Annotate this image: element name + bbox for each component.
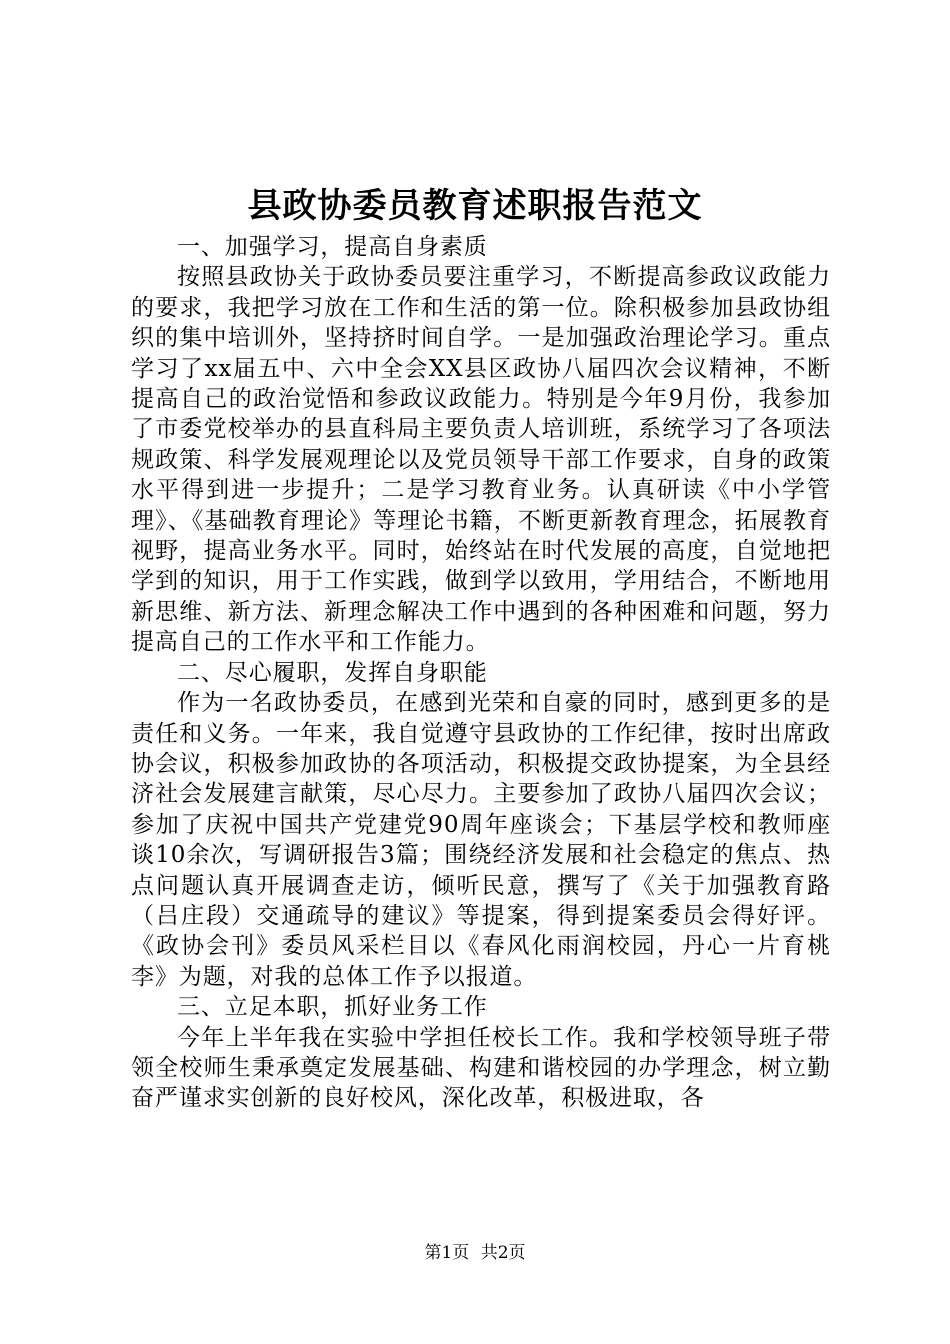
paragraph-2: 作为一名政协委员，在感到光荣和自豪的同时，感到更多的是责任和义务。一年来，我自觉遵守县政协的工作纪律，按时出席政协会议，积极参加政协的各项活动，积极提交政协提案，为全县经济社会发展建言献策，尽心尽力。主要参加了政协八届四次会议；参加了庆祝中国共产党建党90周年座谈会；下基层学校和教师座谈10余次，写调研报告3篇；围绕经济发展和社会稳定的焦点、热点问题认真开展调查走访，倾听民意，撰写了《关于加强教育路（吕庄段）交通疏导的建议》等提案，得到提案委员会得好评。《政协会刊》委员风采栏目以《春风化雨润校园，丹心一片育桃李》为题，对我的总体工作予以报道。	[131, 690, 831, 990]
document-body	[131, 232, 831, 1114]
document-title: 县政协委员教育述职报告范文	[247, 186, 703, 226]
page-footer	[0, 1242, 950, 1264]
paragraph-3: 今年上半年我在实验中学担任校长工作。我和学校领导班子带领全校师生秉承奠定发展基础、构建和谐校园的办学理念，树立勤奋严谨求实创新的良好校风，深化改革，积极进取，各	[131, 1024, 831, 1112]
total-pages: 共2页	[480, 1243, 526, 1263]
paragraph-1: 按照县政协关于政协委员要注重学习，不断提高参政议政能力的要求，我把学习放在工作和生活的第一位。除积极参加县政协组织的集中培训外，坚持挤时间自学。一是加强政治理论学习。重点学习了xx届五中、六中全会XX县区政协八届四次会议精神，不断提高自己的政治觉悟和参政议政能力。特别是今年9月份，我参加了市委党校举办的县直科局主要负责人培训班，系统学习了各项法规政策、科学发展观理论以及党员领导干部工作要求，自身的政策水平得到进一步提升；二是学习教育业务。认真研读《中小学管理》、《基础教育理论》等理论书籍，不断更新教育理念，拓展教育视野，提高业务水平。同时，始终站在时代发展的高度，自觉地把学到的知识，用于工作实践，做到学以致用，学用结合，不断地用新思维、新方法、新理念解决工作中遇到的各种困难和问题，努力提高自己的工作水平和工作能力。	[131, 264, 831, 656]
section-heading-2: 二、尽心履职，发挥自身职能	[177, 659, 488, 686]
section-heading-1: 一、加强学习，提高自身素质	[177, 234, 488, 260]
section-heading-3: 三、立足本职，抓好业务工作	[177, 994, 488, 1021]
current-page-number: 第1页	[424, 1243, 470, 1263]
